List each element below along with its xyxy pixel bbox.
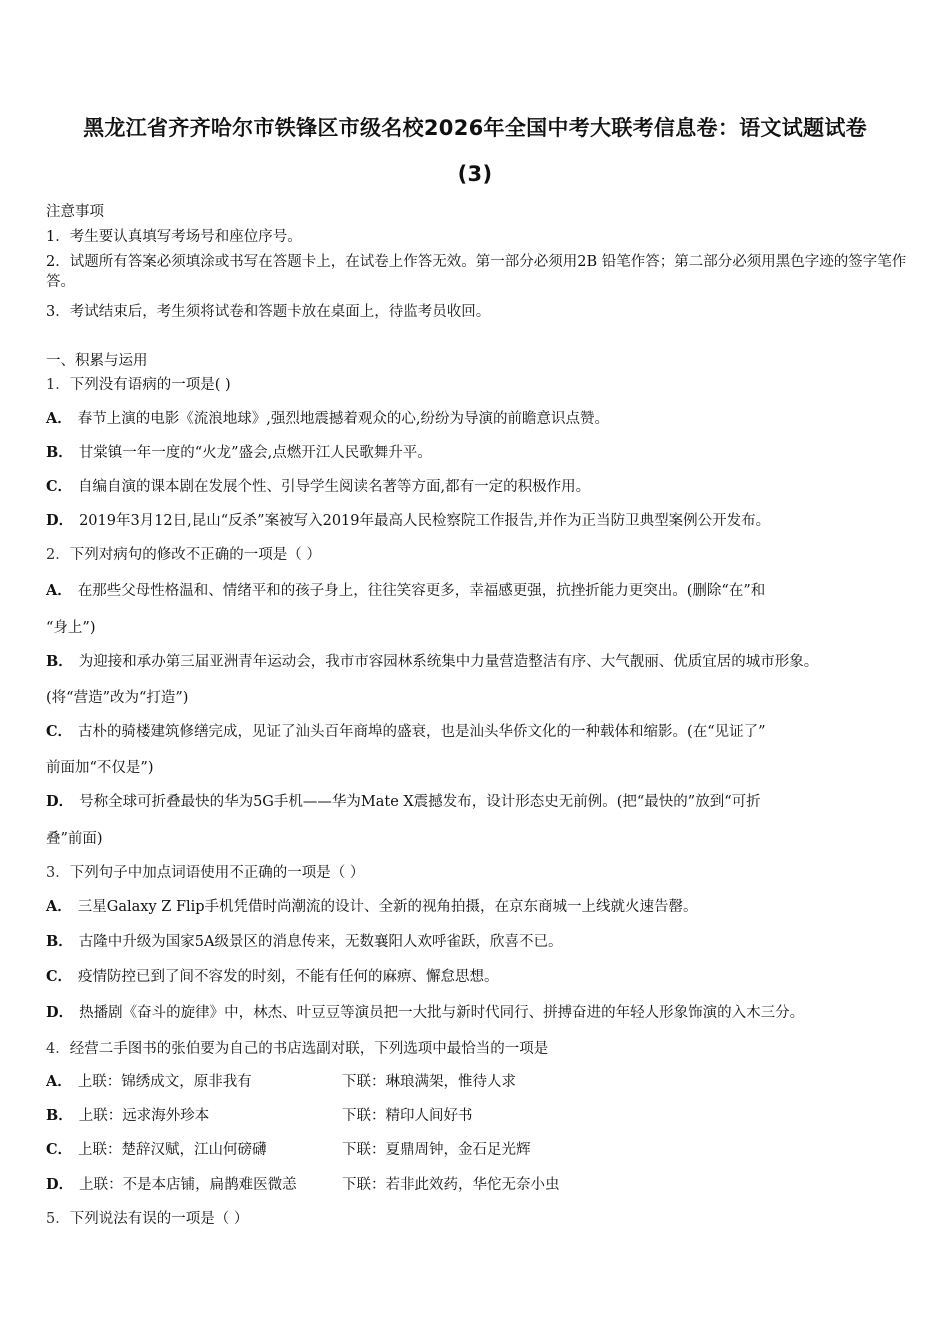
section-heading: 一、积累与运用 xyxy=(46,353,148,369)
couplet-upper: 上联：锦绣成文，原非我有 xyxy=(77,1074,252,1090)
question-number: 4． xyxy=(46,1041,70,1057)
couplet-upper: 上联：不是本店铺，扁鹊难医微恙 xyxy=(79,1177,297,1193)
option-label: B． xyxy=(46,1107,73,1124)
couplet-option xyxy=(46,1140,916,1160)
option-text: 古朴的骑楼建筑修缮完成，见证了汕头百年商埠的盛衰，也是汕头华侨文化的一种载体和缩影。(在“见证了” xyxy=(78,724,766,740)
option-label: A． xyxy=(46,1073,72,1090)
option-label: C． xyxy=(46,968,73,985)
option-label: C． xyxy=(46,478,73,495)
option-label: D． xyxy=(46,1176,74,1193)
option-label: C． xyxy=(46,723,73,740)
option-label: A． xyxy=(46,582,72,599)
notice-item: 3．考试结束后，考生须将试卷和答题卡放在桌面上，待监考员收回。 xyxy=(46,304,491,320)
option-item xyxy=(46,722,916,742)
option-item xyxy=(46,792,916,812)
question-stem xyxy=(46,1209,916,1229)
question-number: 1． xyxy=(46,377,70,393)
option-item xyxy=(46,409,916,429)
option-text: 为迎接和承办第三届亚洲青年运动会，我市市容园林系统集中力量营造整洁有序、大气靓丽、优质宜居的城市形象。 xyxy=(78,654,819,670)
couplet-upper: 上联：楚辞汉赋，江山何磅礴 xyxy=(78,1142,267,1158)
question-stem xyxy=(46,863,916,883)
question-text: 下列没有语病的一项是( ) xyxy=(69,377,231,393)
option-label: B． xyxy=(46,653,73,670)
question-stem xyxy=(46,1039,916,1059)
option-continuation: 叠”前面) xyxy=(46,831,103,847)
couplet-lower: 下联：精印人间好书 xyxy=(342,1108,473,1124)
option-continuation: “身上”) xyxy=(46,620,96,636)
option-text: 疫情防控已到了间不容发的时刻，不能有任何的麻痹、懈怠思想。 xyxy=(78,969,499,985)
option-text: 热播剧《奋斗的旋律》中，林杰、叶豆豆等演员把一大批与新时代同行、拼搏奋进的年轻人形象饰演的入木三分。 xyxy=(79,1005,805,1021)
option-label: D． xyxy=(46,512,74,529)
option-item xyxy=(46,932,916,952)
option-continuation: (将“营造”改为“打造”) xyxy=(46,690,189,706)
question-number: 3． xyxy=(46,865,70,881)
question-stem xyxy=(46,375,916,395)
couplet-option xyxy=(46,1106,916,1126)
option-label: B． xyxy=(46,444,73,461)
option-label: A． xyxy=(46,410,72,427)
option-text: 春节上演的电影《流浪地球》,强烈地震撼着观众的心,纷纷为导演的前瞻意识点赞。 xyxy=(77,411,609,427)
page-title: 黑龙江省齐齐哈尔市铁锋区市级名校2026年全国中考大联考信息卷：语文试题试卷 xyxy=(83,116,867,140)
option-label: A． xyxy=(46,898,72,915)
option-item xyxy=(46,477,916,497)
couplet-option xyxy=(46,1175,916,1195)
option-text: 自编自演的课本剧在发展个性、引导学生阅读名著等方面,都有一定的积极作用。 xyxy=(78,479,591,495)
option-item xyxy=(46,511,916,531)
page-title-subtitle: (3) xyxy=(457,162,493,186)
couplet-lower: 下联：若非此效药，华佗无奈小虫 xyxy=(342,1177,560,1193)
couplet-option xyxy=(46,1072,916,1092)
option-text: 号称全球可折叠最快的华为5G手机——华为Mate X震撼发布，设计形态史无前例。(把“最快的”放到“可折 xyxy=(79,794,761,810)
option-label: D． xyxy=(46,1004,74,1021)
option-text: 2019年3月12日,昆山“反杀”案被写入2019年最高人民检察院工作报告,并作为正当防卫典型案例公开发布。 xyxy=(79,513,771,529)
question-text: 下列说法有误的一项是（ ） xyxy=(69,1211,249,1227)
question-number: 2． xyxy=(46,547,70,563)
option-item xyxy=(46,967,916,987)
option-label: D． xyxy=(46,793,74,810)
option-item xyxy=(46,897,916,917)
question-text: 下列对病句的修改不正确的一项是（ ） xyxy=(69,547,321,563)
notice-item: 1．考生要认真填写考场号和座位序号。 xyxy=(46,229,302,245)
option-item xyxy=(46,581,916,601)
question-number: 5． xyxy=(46,1211,70,1227)
option-item xyxy=(46,443,916,463)
question-text: 经营二手图书的张伯要为自己的书店选副对联，下列选项中最恰当的一项是 xyxy=(69,1041,549,1057)
option-label: B． xyxy=(46,933,73,950)
option-label: C． xyxy=(46,1141,73,1158)
couplet-upper: 上联：远求海外珍本 xyxy=(78,1108,210,1124)
question-stem xyxy=(46,545,916,565)
question-text: 下列句子中加点词语使用不正确的一项是（ ） xyxy=(69,865,365,881)
notice-item: 2．试题所有答案必须填涂或书写在答题卡上，在试卷上作答无效。第一部分必须用2B 铅笔作答；第二部分必须用黑色字迹的签字笔作答。 xyxy=(46,254,907,290)
option-text: 三星Galaxy Z Flip手机凭借时尚潮流的设计、全新的视角拍摄，在京东商城一上线就火速告罄。 xyxy=(77,899,698,915)
option-item xyxy=(46,1003,916,1023)
option-text: 甘棠镇一年一度的“火龙”盛会,点燃开江人民歌舞升平。 xyxy=(78,445,432,461)
option-text: 古隆中升级为国家5A级景区的消息传来，无数襄阳人欢呼雀跃，欣喜不已。 xyxy=(78,934,563,950)
couplet-lower: 下联：琳琅满架，惟待人求 xyxy=(342,1074,516,1090)
option-item xyxy=(46,652,916,672)
notice-heading: 注意事项 xyxy=(46,204,104,220)
option-continuation: 前面加“不仅是”) xyxy=(46,760,154,776)
option-text: 在那些父母性格温和、情绪平和的孩子身上，往往笑容更多，幸福感更强，抗挫折能力更突出。(删除“在”和 xyxy=(77,583,766,599)
couplet-lower: 下联：夏鼎周钟，金石足光辉 xyxy=(342,1142,531,1158)
